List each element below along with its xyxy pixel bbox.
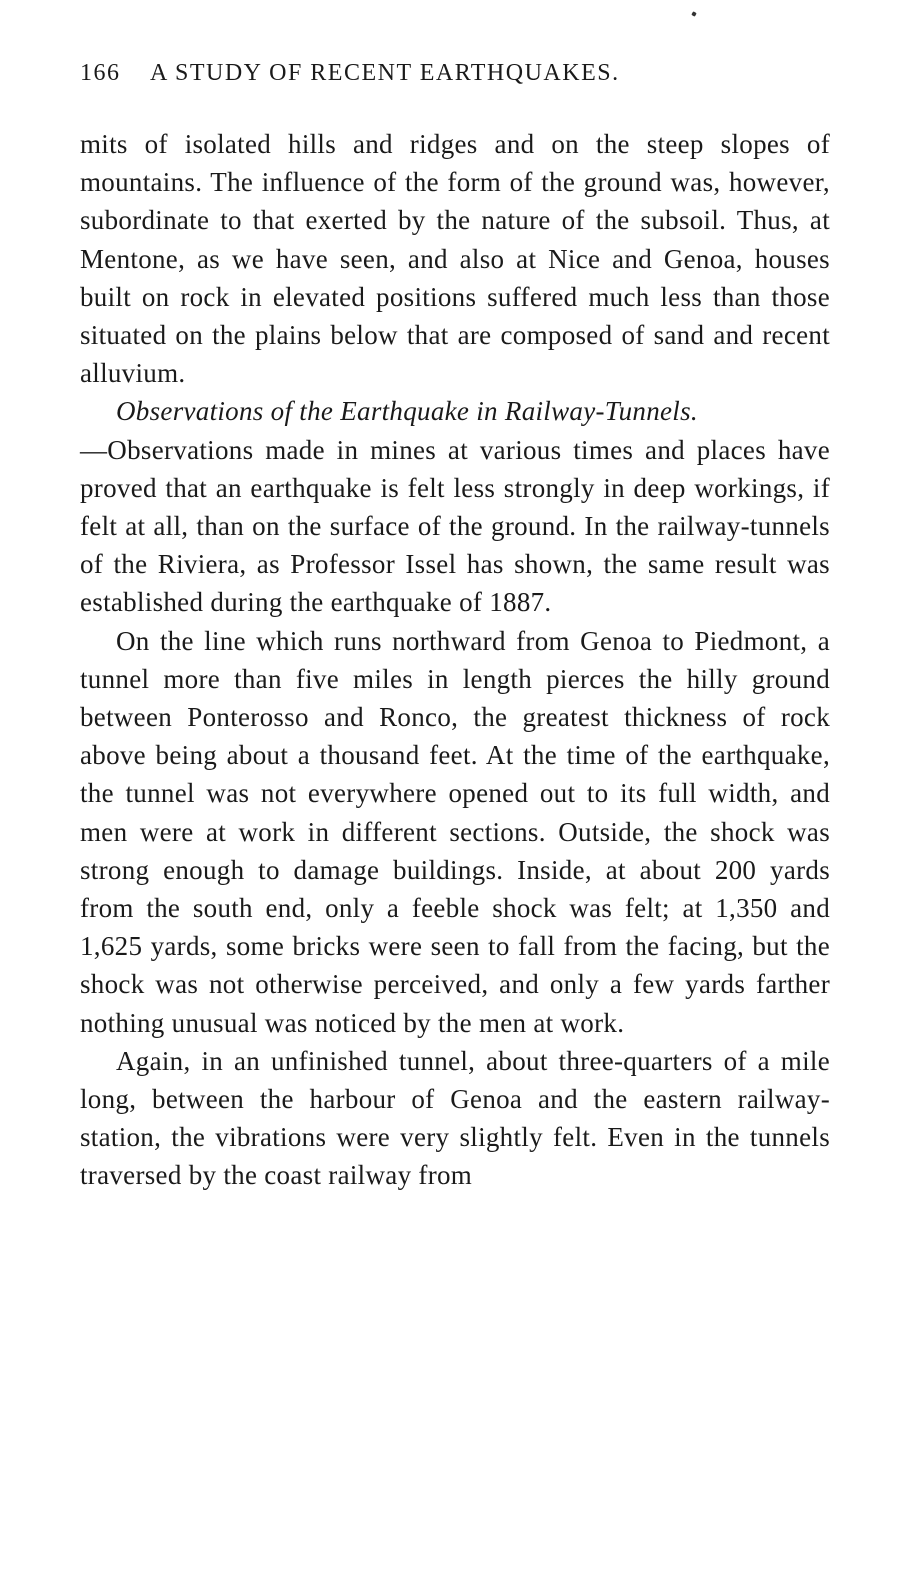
- page-number: 166: [80, 60, 121, 86]
- running-head: A STUDY OF RECENT EARTHQUAKES.: [150, 60, 620, 86]
- paragraph-genoa-piedmont: On the line which runs northward from Genoa to Piedmont, a tunnel more than five miles in length pierces the hilly ground between Ponterosso and Ronco, the greatest thickness of rock above being about a thousand feet. At the time of the earthquake, the tunnel was not everywhere opened out to its full width, and men were at work in different sections. Outside, the shock was strong enough to damage buildings. Inside, at about 200 yards from the south end, only a feeble shock was felt; at 1,350 and 1,625 yards, some bricks were seen to fall from the facing, but the shock was not otherwise perceived, and only a few yards farther nothing unusual was noticed by the men at work.: [80, 625, 830, 1038]
- page-header: [80, 60, 840, 100]
- page-body: [80, 125, 830, 1195]
- section-heading-paragraph: [80, 392, 830, 621]
- paragraph-continuation: mits of isolated hills and ridges and on the steep slopes of mountains. The influence of the form of the ground was, however, subordinate to that exerted by the nature of the subsoil. Thus, at Mentone, as we have seen, and also at Nice and Genoa, houses built on rock in elevated positions suffered much less than those situated on the plains below that are composed of sand and recent alluvium.: [80, 129, 830, 389]
- paragraph-tunnels-intro: —Observations made in mines at various times and places have proved that an earthquake is felt less strongly in deep workings, if felt at all, than on the surface of the ground. In the railway-tunnels of the Riviera, as Professor Issel has shown, the same result was established during the earthquake of 1887.: [80, 434, 830, 618]
- paragraph-unfinished-tunnel: Again, in an unfinished tunnel, about three-quarters of a mile long, between the harbour of Genoa and the eastern railway-station, the vibrations were very slightly felt. Even in the tunnels traversed by the coast railway from: [80, 1045, 830, 1191]
- section-heading: Observations of the Earthquake in Railway-Tunnels.: [116, 396, 698, 427]
- ink-speck: [691, 11, 696, 16]
